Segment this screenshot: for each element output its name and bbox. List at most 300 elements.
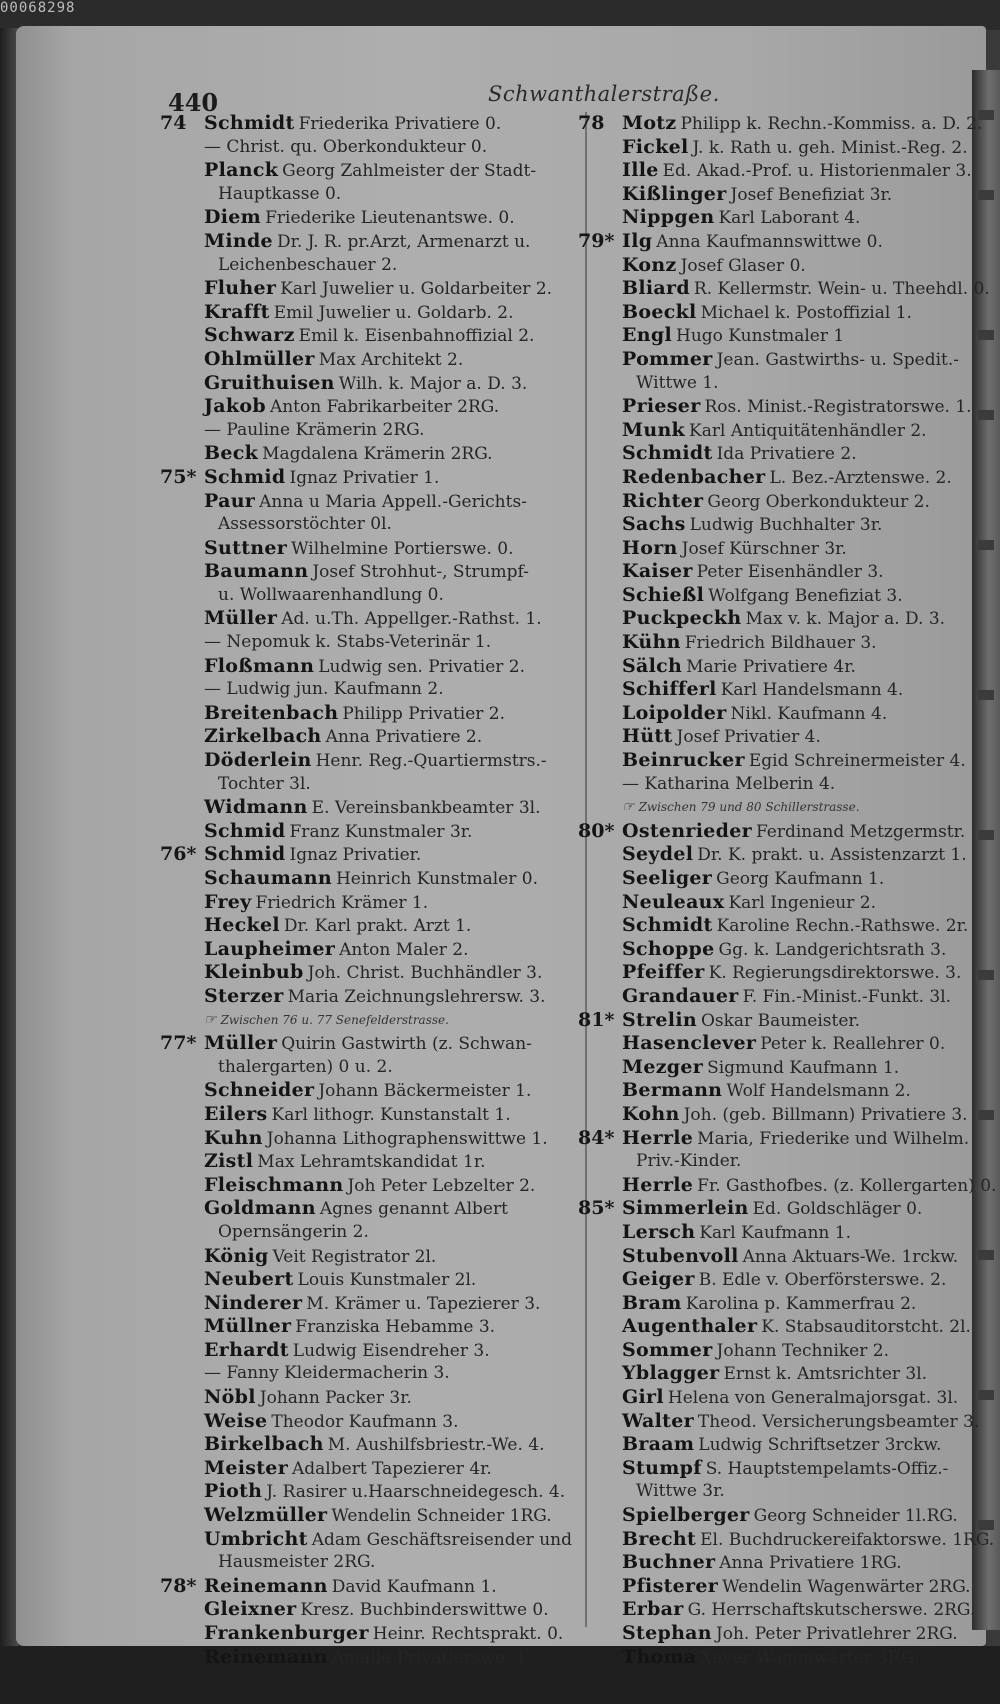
resident-details: E. Vereinsbankbeamter 3l.: [311, 798, 541, 819]
resident-surname: Kißlinger: [622, 182, 727, 205]
resident-details: Karl lithogr. Kunstanstalt 1.: [271, 1104, 511, 1125]
resident-surname: Frankenburger: [204, 1622, 369, 1644]
resident-surname: Müller: [204, 1032, 278, 1055]
resident-surname: König: [204, 1244, 269, 1267]
resident-details: Joh. Christ. Buchhändler 3.: [307, 963, 543, 984]
directory-entry: [578, 442, 963, 466]
directory-entry: [578, 961, 963, 985]
directory-entry: [160, 655, 565, 679]
resident-surname: Walter: [622, 1409, 694, 1432]
directory-entry: [160, 372, 565, 396]
resident-surname: Schwarz: [204, 324, 295, 347]
resident-details: Friedrich Bildhauer 3.: [684, 633, 877, 654]
house-number: 80*: [578, 819, 615, 842]
resident-details: Louis Kunstmaler 2l.: [297, 1270, 477, 1291]
resident-details: Johann Techniker 2.: [716, 1340, 889, 1361]
resident-details: Wolf Handelsmann 2.: [726, 1081, 911, 1102]
resident-surname: Brecht: [622, 1527, 697, 1550]
resident-details: Ed. Goldschläger 0.: [752, 1199, 923, 1220]
directory-entry: [578, 985, 963, 1009]
resident-surname: Goldmann: [204, 1197, 316, 1220]
resident-details: Emil k. Eisenbahnoffizial 2.: [298, 326, 535, 347]
resident-surname: Buchner: [622, 1551, 716, 1574]
resident-details: Karolina p. Kammerfrau 2.: [685, 1293, 917, 1314]
resident-details: Johann Packer 3r.: [259, 1388, 412, 1409]
directory-entry: [578, 324, 963, 348]
directory-entry: [160, 725, 565, 749]
house-number: 84*: [578, 1126, 615, 1149]
resident-details: Tochter 3l.: [218, 773, 311, 794]
directory-entry: [578, 1504, 963, 1528]
resident-details: Philipp k. Rechn.-Kommiss. a. D. 2.: [680, 114, 983, 134]
resident-details: Anna u Maria Appell.-Gerichts-: [259, 491, 527, 512]
resident-surname: Seeliger: [622, 867, 713, 889]
resident-surname: Engl: [622, 324, 672, 347]
resident-details: Friedrich Krämer 1.: [255, 892, 429, 913]
directory-entry: [160, 419, 565, 443]
resident-surname: Floßmann: [204, 654, 315, 677]
resident-surname: Kaiser: [622, 560, 693, 583]
resident-surname: Eilers: [204, 1102, 268, 1125]
resident-details: Ed. Akad.-Prof. u. Historienmaler 3.: [662, 161, 972, 182]
resident-details: Franziska Hebamme 3.: [295, 1317, 496, 1338]
directory-entry: [578, 678, 963, 702]
resident-surname: Breitenbach: [204, 701, 339, 724]
entry-continuation: [160, 773, 565, 797]
resident-surname: Schmid: [204, 843, 286, 866]
resident-surname: Stubenvoll: [622, 1244, 739, 1267]
directory-entry: [160, 136, 565, 160]
resident-details: Amalie Privatierswe. 1.: [331, 1647, 533, 1668]
resident-surname: Bram: [622, 1291, 682, 1314]
directory-entry: [578, 1009, 963, 1033]
resident-details: Dr. Karl prakt. Arzt 1.: [283, 916, 472, 937]
resident-details: Anna Aktuars-We. 1rckw.: [742, 1246, 959, 1267]
resident-surname: Motz: [622, 112, 677, 134]
resident-surname: Ille: [622, 159, 659, 182]
note-text: Zwischen 79 und 80 Schillerstrasse.: [638, 800, 860, 815]
directory-entry: [578, 1339, 963, 1363]
resident-details: Wittwe 1.: [636, 372, 719, 393]
directory-entry: [160, 277, 565, 301]
directory-entry: [578, 1362, 963, 1386]
resident-details: — Katharina Melberin 4.: [622, 773, 836, 794]
resident-details: Assessorstöchter 0l.: [218, 514, 392, 535]
directory-entry: [578, 1221, 963, 1245]
entry-continuation: [160, 1551, 565, 1575]
resident-surname: Thoma: [622, 1645, 697, 1668]
resident-details: Ignaz Privatier 1.: [289, 467, 440, 488]
resident-details: Wendelin Wagenwärter 2RG.: [722, 1576, 971, 1597]
directory-entry: [578, 513, 963, 537]
directory-entry: [578, 112, 983, 136]
directory-entry: [160, 1292, 565, 1316]
resident-surname: Krafft: [204, 300, 270, 323]
resident-details: Ros. Minist.-Registratorswe. 1.: [704, 397, 972, 418]
directory-entry: [160, 490, 565, 514]
resident-details: Helena von Generalmajorsgat. 3l.: [667, 1388, 959, 1409]
directory-entry: [578, 1079, 963, 1103]
resident-details: R. Kellermstr. Wein- u. Theehdl. 0.: [693, 279, 990, 300]
directory-entry: [578, 1622, 963, 1646]
resident-surname: Schießl: [622, 583, 705, 606]
directory-entry: [578, 206, 963, 230]
resident-details: G. Herrschaftskutscherswe. 2RG.: [687, 1600, 976, 1621]
resident-details: Maria Zeichnungslehrersw. 3.: [287, 986, 546, 1007]
resident-details: — Pauline Krämerin 2RG.: [204, 419, 425, 440]
resident-details: David Kaufmann 1.: [331, 1576, 497, 1597]
directory-entry: [160, 1197, 565, 1221]
directory-entry: [160, 1150, 565, 1174]
resident-details: Ludwig sen. Privatier 2.: [318, 656, 526, 677]
directory-entry: [160, 466, 565, 490]
directory-entry: [160, 796, 565, 820]
resident-surname: Reinemann: [204, 1574, 328, 1597]
directory-entry: [578, 584, 963, 608]
resident-surname: Simmerlein: [622, 1197, 749, 1220]
resident-details: Anton Fabrikarbeiter 2RG.: [269, 397, 500, 418]
resident-details: Agnes genannt Albert: [319, 1199, 508, 1220]
resident-details: Michael k. Postoffizial 1.: [700, 302, 912, 323]
resident-details: Max Architekt 2.: [318, 349, 464, 370]
house-number: 78: [578, 112, 605, 134]
resident-details: Anton Maler 2.: [339, 939, 469, 960]
entry-continuation: [160, 183, 565, 207]
resident-surname: Schneider: [204, 1079, 315, 1102]
resident-details: Joh Peter Lebzelter 2.: [347, 1175, 536, 1196]
resident-surname: Sterzer: [204, 984, 284, 1007]
resident-surname: Richter: [622, 489, 704, 512]
resident-surname: Kohn: [622, 1102, 680, 1125]
directory-entry: [160, 324, 565, 348]
resident-details: Georg Zahlmeister der Stadt-: [282, 161, 537, 182]
directory-entry: [160, 1480, 565, 1504]
resident-surname: Lersch: [622, 1220, 696, 1243]
resident-details: Hugo Kunstmaler 1: [676, 326, 845, 347]
resident-surname: Ninderer: [204, 1291, 303, 1314]
resident-details: Karl Kaufmann 1.: [699, 1222, 851, 1243]
resident-surname: Frey: [204, 890, 252, 913]
resident-surname: Welzmüller: [204, 1504, 328, 1527]
directory-entry: [578, 254, 963, 278]
directory-entry: [160, 1315, 565, 1339]
resident-details: Karoline Rechn.-Rathswe. 2r.: [716, 916, 969, 937]
resident-details: Wolfgang Benefiziat 3.: [708, 585, 903, 606]
note-text: Zwischen 76 u. 77 Senefelderstrasse.: [220, 1012, 449, 1027]
resident-details: Dr. J. R. pr.Arzt, Armenarzt u.: [276, 231, 531, 252]
directory-entry: [578, 891, 963, 915]
resident-details: Adalbert Tapezierer 4r.: [292, 1458, 492, 1479]
resident-details: Priv.-Kinder.: [636, 1151, 742, 1172]
directory-entry: [578, 230, 963, 254]
resident-surname: Bermann: [622, 1079, 723, 1102]
directory-entry: [578, 560, 963, 584]
resident-surname: Beinrucker: [622, 749, 745, 772]
resident-details: Karl Juwelier u. Goldarbeiter 2.: [280, 279, 553, 300]
resident-details: Ferdinand Metzgermstr.: [755, 821, 966, 842]
resident-details: F. Fin.-Minist.-Funkt. 3l.: [742, 986, 952, 1007]
resident-surname: Zirkelbach: [204, 725, 322, 748]
directory-entry: [160, 230, 565, 254]
resident-surname: Ostenrieder: [622, 819, 752, 842]
resident-details: Anna Kaufmannswittwe 0.: [656, 231, 883, 252]
directory-entry: [160, 914, 565, 938]
resident-details: Peter Eisenhändler 3.: [696, 562, 884, 583]
running-head: Schwanthalerstraße.: [488, 82, 720, 106]
directory-entry: [578, 1292, 963, 1316]
directory-entry: [160, 206, 565, 230]
directory-entry: [578, 1574, 971, 1599]
resident-details: Xaver Wagenwärter 3RG.: [700, 1647, 920, 1668]
directory-entry: [160, 1174, 565, 1198]
resident-surname: Diem: [204, 206, 262, 229]
resident-surname: Fleischmann: [204, 1173, 344, 1196]
resident-surname: Geiger: [622, 1268, 695, 1291]
directory-entry: [578, 938, 963, 962]
resident-surname: Beck: [204, 442, 259, 465]
resident-details: Peter k. Reallehrer 0.: [760, 1034, 946, 1055]
directory-entry: [160, 1245, 565, 1269]
resident-surname: Prieser: [622, 395, 701, 418]
resident-surname: Schifferl: [622, 678, 717, 701]
entry-continuation: [160, 1056, 565, 1080]
resident-surname: Erhardt: [204, 1338, 289, 1361]
resident-surname: Mezger: [622, 1055, 704, 1078]
resident-details: Josef Privatier 4.: [676, 727, 821, 748]
resident-surname: Kühn: [622, 631, 681, 654]
resident-details: K. Stabsauditorstcht. 2l.: [761, 1317, 971, 1338]
resident-details: Marie Privatiere 4r.: [686, 656, 856, 677]
resident-surname: Boeckl: [622, 300, 697, 323]
cross-street-note: [160, 1009, 565, 1033]
resident-surname: Herrle: [622, 1173, 694, 1196]
directory-entry: [578, 395, 972, 419]
resident-details: Ignaz Privatier.: [289, 845, 422, 866]
resident-details: u. Wollwaarenhandlung 0.: [218, 584, 444, 605]
resident-surname: Weise: [204, 1409, 268, 1432]
resident-details: Emil Juwelier u. Goldarb. 2.: [273, 302, 514, 323]
resident-details: Josef Kürschner 3r.: [681, 538, 847, 559]
resident-surname: Herrle: [622, 1126, 694, 1149]
page-number: 440: [168, 88, 219, 117]
resident-surname: Reinemann: [204, 1645, 328, 1668]
resident-details: Philipp Privatier 2.: [342, 703, 506, 724]
directory-entry: [160, 395, 565, 419]
directory-entry: [160, 1268, 565, 1292]
resident-surname: Redenbacher: [622, 465, 766, 488]
directory-entry: [160, 961, 565, 985]
resident-surname: Ilg: [622, 229, 653, 252]
resident-surname: Schoppe: [622, 937, 715, 960]
resident-surname: Augenthaler: [622, 1315, 758, 1338]
resident-details: Theod. Versicherungsbeamter 3.: [697, 1411, 980, 1432]
house-number: 78*: [160, 1574, 197, 1597]
directory-entry: [160, 1339, 565, 1363]
directory-entry: [160, 1504, 565, 1528]
resident-details: Josef Glaser 0.: [680, 255, 806, 276]
resident-details: Ernst k. Amtsrichter 3l.: [723, 1364, 928, 1385]
resident-details: Hausmeister 2RG.: [218, 1552, 376, 1573]
resident-details: El. Buchdruckereifaktorswe. 1RG.: [700, 1529, 995, 1550]
resident-surname: Munk: [622, 418, 686, 441]
resident-surname: Stephan: [622, 1622, 712, 1644]
entry-continuation: [160, 584, 565, 608]
image-id-label: 00068298: [0, 0, 76, 16]
resident-surname: Neuleaux: [622, 890, 725, 913]
adjacent-page-edge: [972, 70, 1000, 1630]
resident-details: Friederike Lieutenantswe. 0.: [265, 208, 515, 229]
house-number: 77*: [160, 1032, 197, 1055]
cross-street-note: [578, 796, 963, 820]
directory-entry: [578, 1646, 963, 1670]
house-number: 75*: [160, 465, 197, 488]
resident-details: Ida Privatiere 2.: [716, 444, 857, 465]
resident-surname: Planck: [204, 159, 279, 182]
directory-entry: [578, 277, 990, 301]
resident-details: Franz Kunstmaler 3r.: [289, 821, 473, 842]
resident-details: M. Krämer u. Tapezierer 3.: [306, 1293, 541, 1314]
resident-details: Adam Geschäftsreisender und: [311, 1529, 572, 1550]
directory-entry: [578, 135, 968, 160]
entry-continuation: [160, 513, 565, 537]
directory-entry: [160, 1362, 565, 1386]
pointing-hand-icon: ☞: [204, 1011, 217, 1028]
house-number: 74: [160, 112, 187, 134]
resident-surname: Pioth: [204, 1480, 263, 1503]
directory-entry: [160, 607, 565, 631]
entry-continuation: [160, 254, 565, 278]
resident-details: Anna Privatiere 2.: [325, 727, 483, 748]
resident-surname: Stumpf: [622, 1456, 702, 1479]
directory-entry: [578, 1409, 980, 1434]
directory-entry: [578, 702, 963, 726]
resident-details: Ludwig Eisendreher 3.: [292, 1340, 490, 1361]
resident-details: Sigmund Kaufmann 1.: [707, 1057, 900, 1078]
resident-surname: Birkelbach: [204, 1433, 324, 1456]
resident-surname: Sommer: [622, 1338, 713, 1361]
resident-details: Veit Registrator 2l.: [272, 1246, 437, 1267]
resident-details: Georg Oberkondukteur 2.: [707, 491, 930, 512]
directory-entry: [578, 914, 969, 938]
resident-details: S. Hauptstempelamts-Offiz.-: [705, 1458, 949, 1479]
resident-surname: Sälch: [622, 654, 683, 677]
resident-details: Opernsängerin 2.: [218, 1221, 369, 1242]
resident-surname: Schmidt: [204, 112, 295, 134]
resident-surname: Yblagger: [622, 1362, 720, 1385]
resident-surname: Grandauer: [622, 984, 739, 1007]
resident-surname: Fickel: [622, 135, 689, 158]
resident-surname: Horn: [622, 536, 678, 559]
directory-entry: [160, 301, 565, 325]
directory-entry: [160, 442, 565, 466]
resident-surname: Hütt: [622, 725, 673, 748]
directory-entry: [160, 1079, 565, 1103]
entry-continuation: [578, 1480, 963, 1504]
directory-entry: [578, 1457, 963, 1481]
resident-surname: Erbar: [622, 1598, 684, 1621]
resident-details: Josef Strohhut-, Strumpf-: [312, 562, 529, 583]
resident-details: Georg Schneider 1l.RG.: [753, 1506, 958, 1527]
resident-surname: Meister: [204, 1456, 289, 1479]
resident-surname: Pfisterer: [622, 1574, 719, 1597]
resident-surname: Konz: [622, 253, 677, 276]
directory-entry: [578, 843, 967, 867]
resident-details: Karl Handelsmann 4.: [720, 680, 904, 701]
directory-entry: [578, 749, 966, 773]
resident-surname: Jakob: [204, 395, 266, 418]
house-number: 85*: [578, 1197, 615, 1220]
directory-entry: [578, 466, 963, 490]
resident-details: M. Aushilfsbriestr.-We. 4.: [327, 1435, 545, 1456]
resident-details: — Christ. qu. Oberkondukteur 0.: [204, 136, 488, 157]
directory-entry: [160, 678, 565, 702]
directory-entry: [578, 348, 963, 372]
resident-details: Wendelin Schneider 1RG.: [331, 1506, 552, 1527]
directory-entry: [578, 655, 963, 679]
resident-surname: Girl: [622, 1386, 664, 1409]
directory-entry: [160, 112, 565, 136]
resident-details: Ludwig Buchhalter 3r.: [689, 515, 883, 536]
resident-surname: Pommer: [622, 347, 713, 370]
entry-continuation: [578, 372, 963, 396]
house-number: 79*: [578, 229, 615, 252]
resident-details: K. Regierungsdirektorswe. 3.: [708, 963, 962, 984]
resident-surname: Müller: [204, 607, 278, 630]
resident-surname: Widmann: [204, 796, 308, 819]
directory-entry: [160, 159, 565, 183]
directory-entry: [578, 1102, 968, 1127]
directory-entry: [160, 820, 565, 844]
pointing-hand-icon: ☞: [622, 799, 635, 816]
directory-entry: [578, 1173, 997, 1198]
directory-entry: [578, 1598, 976, 1622]
resident-surname: Hasenclever: [622, 1032, 757, 1055]
directory-entry: [578, 183, 963, 207]
resident-details: Anna Privatiere 1RG.: [719, 1553, 902, 1574]
directory-entry: [160, 1127, 565, 1151]
resident-details: Dr. K. prakt. u. Assistenzarzt 1.: [697, 845, 967, 866]
resident-surname: Schmidt: [622, 442, 713, 465]
resident-details: Gg. k. Landgerichtsrath 3.: [718, 939, 947, 960]
directory-entry: [578, 159, 972, 183]
resident-surname: Döderlein: [204, 749, 312, 772]
directory-entry: [160, 1386, 565, 1410]
directory-entry: [160, 631, 565, 655]
directory-entry: [578, 490, 963, 514]
resident-details: Karl Laborant 4.: [718, 208, 861, 229]
resident-details: Wilh. k. Major a. D. 3.: [338, 373, 528, 394]
directory-entry: [578, 607, 963, 631]
resident-surname: Gruithuisen: [204, 371, 335, 394]
resident-details: Wittwe 3r.: [636, 1481, 725, 1502]
resident-details: Nikl. Kaufmann 4.: [730, 703, 888, 724]
resident-details: Max Lehramtskandidat 1r.: [257, 1152, 486, 1173]
resident-surname: Schaumann: [204, 867, 332, 889]
directory-entry: [160, 1575, 565, 1599]
resident-details: thalergarten) 0 u. 2.: [218, 1056, 393, 1077]
directory-entry: [578, 1032, 963, 1056]
resident-surname: Heckel: [204, 914, 280, 937]
directory-entry: [160, 749, 565, 773]
right-column: [578, 112, 997, 1669]
directory-entry: [578, 725, 963, 749]
resident-surname: Puckpeckh: [622, 607, 742, 630]
resident-details: Henr. Reg.-Quartiermstrs.-: [315, 751, 547, 772]
resident-surname: Minde: [204, 229, 273, 252]
resident-details: Heinr. Rechtsprakt. 0.: [372, 1624, 564, 1644]
resident-surname: Suttner: [204, 536, 288, 559]
resident-details: Magdalena Krämerin 2RG.: [262, 444, 493, 465]
